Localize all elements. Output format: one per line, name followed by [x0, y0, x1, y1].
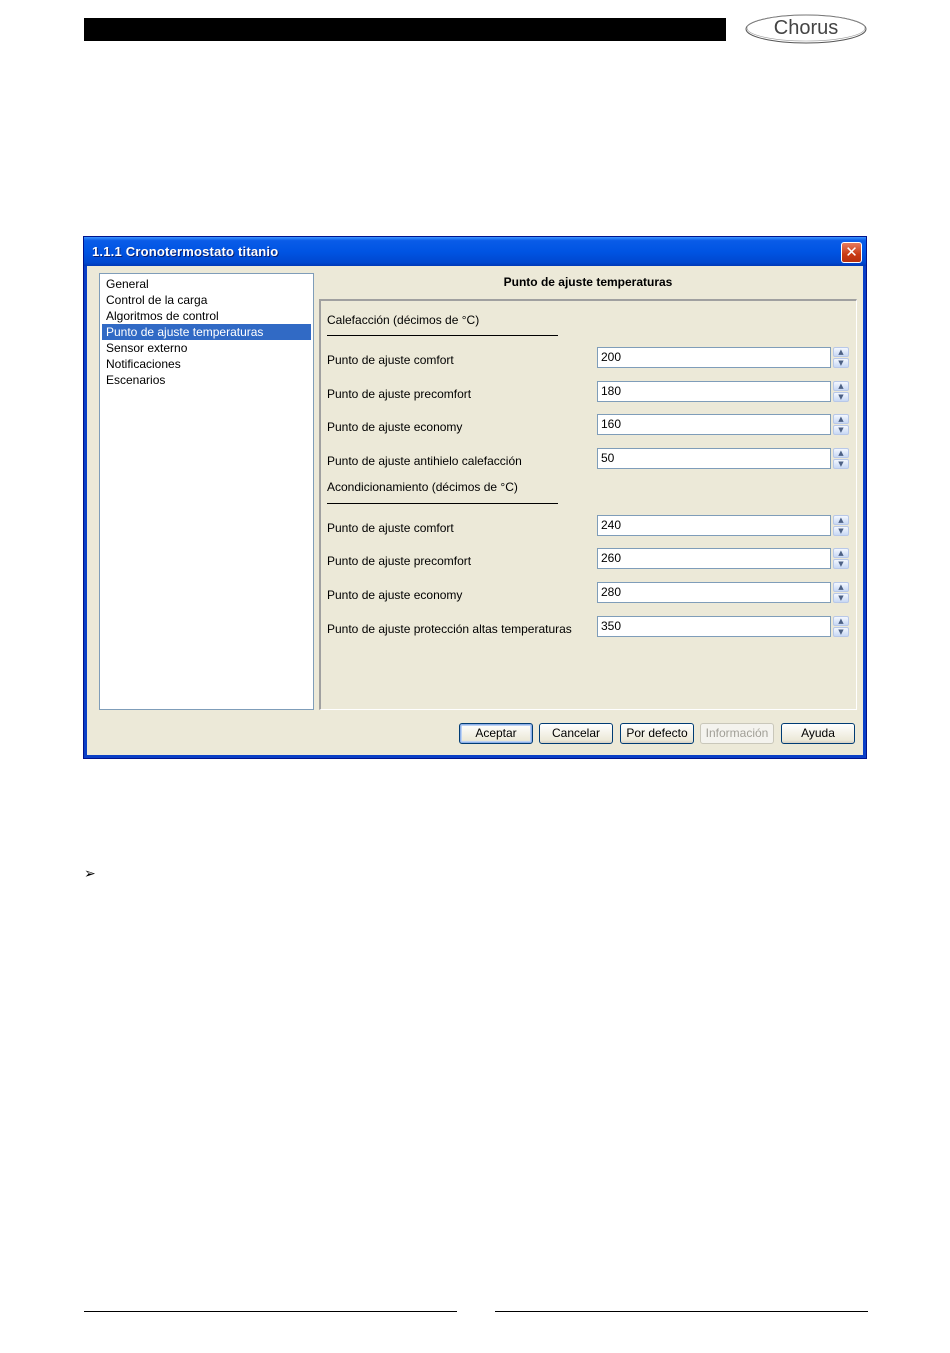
heating-antifreeze-value: 50	[601, 451, 615, 465]
logo-text: Chorus	[773, 17, 839, 39]
heating-economy-input[interactable]	[597, 414, 844, 435]
nav-item-sensor-externo[interactable]: Sensor externo	[106, 341, 188, 355]
cooling-high-temp-label: Punto de ajuste protección altas temperaturas	[327, 622, 572, 636]
heating-comfort-input[interactable]	[597, 347, 844, 368]
spin-up-icon[interactable]: ▲	[833, 347, 849, 357]
header-bar	[84, 18, 726, 41]
nav-item-notificaciones[interactable]: Notificaciones	[106, 357, 181, 371]
cooling-precomfort-label: Punto de ajuste precomfort	[327, 554, 472, 568]
spin-up-icon[interactable]: ▲	[833, 616, 849, 626]
spin-up-icon[interactable]: ▲	[833, 381, 849, 391]
cooling-economy-value: 280	[601, 585, 622, 599]
nav-item-escenarios[interactable]: Escenarios	[106, 373, 166, 387]
dialog-titlebar[interactable]	[84, 237, 866, 266]
nav-item-control-carga[interactable]: Control de la carga	[106, 293, 208, 307]
heating-precomfort-value: 180	[601, 384, 622, 398]
dialog-title: 1.1.1 Cronotermostato titanio	[92, 244, 279, 259]
cooling-high-temp-value: 350	[601, 619, 622, 633]
spin-up-icon[interactable]: ▲	[833, 414, 849, 424]
cooling-comfort-input[interactable]	[597, 515, 844, 536]
accept-button[interactable]: Aceptar	[459, 723, 533, 744]
help-button[interactable]: Ayuda	[781, 723, 855, 744]
dialog-client-area	[87, 266, 863, 755]
info-button: Información	[700, 723, 774, 744]
spin-up-icon[interactable]: ▲	[833, 448, 849, 458]
spin-down-icon[interactable]: ▼	[833, 593, 849, 603]
heating-precomfort-input[interactable]	[597, 381, 844, 402]
heating-economy-label: Punto de ajuste economy	[327, 420, 463, 434]
nav-list	[99, 273, 314, 710]
spin-down-icon[interactable]: ▼	[833, 358, 849, 368]
heating-heading: Calefacción (décimos de °C)	[327, 313, 480, 327]
spin-down-icon[interactable]: ▼	[833, 627, 849, 637]
heating-antifreeze-label: Punto de ajuste antihielo calefacción	[327, 454, 522, 468]
nav-item-algoritmos[interactable]: Algoritmos de control	[106, 309, 219, 323]
nav-item-general[interactable]: General	[106, 277, 149, 291]
cooling-precomfort-value: 260	[601, 551, 622, 565]
cooling-heading: Acondicionamiento (décimos de °C)	[327, 480, 518, 494]
spin-up-icon[interactable]: ▲	[833, 582, 849, 592]
heating-economy-value: 160	[601, 417, 622, 431]
heating-antifreeze-input[interactable]	[597, 448, 844, 469]
chorus-logo	[745, 10, 867, 46]
settings-panel	[319, 299, 857, 710]
footer-rule-right	[495, 1311, 868, 1312]
cooling-comfort-label: Punto de ajuste comfort	[327, 521, 454, 535]
heating-comfort-label: Punto de ajuste comfort	[327, 353, 454, 367]
dialog-window	[83, 236, 867, 759]
spin-down-icon[interactable]: ▼	[833, 392, 849, 402]
spin-up-icon[interactable]: ▲	[833, 548, 849, 558]
heating-divider	[327, 335, 558, 336]
cooling-comfort-value: 240	[601, 518, 622, 532]
cancel-button[interactable]: Cancelar	[539, 723, 613, 744]
cooling-economy-input[interactable]	[597, 582, 844, 603]
footer-rule-left	[84, 1311, 457, 1312]
cooling-economy-label: Punto de ajuste economy	[327, 588, 463, 602]
nav-item-punto-ajuste[interactable]: Punto de ajuste temperaturas	[102, 324, 311, 340]
spin-down-icon[interactable]: ▼	[833, 526, 849, 536]
close-icon: ✕	[845, 243, 858, 261]
spin-up-icon[interactable]: ▲	[833, 515, 849, 525]
heating-precomfort-label: Punto de ajuste precomfort	[327, 387, 472, 401]
cooling-divider	[327, 503, 558, 504]
close-button[interactable]	[841, 242, 862, 263]
heating-comfort-value: 200	[601, 350, 622, 364]
arrow-bullet-icon: ➢	[84, 866, 96, 882]
panel-title: Punto de ajuste temperaturas	[503, 275, 673, 289]
cooling-precomfort-input[interactable]	[597, 548, 844, 569]
spin-down-icon[interactable]: ▼	[833, 425, 849, 435]
default-button[interactable]: Por defecto	[620, 723, 694, 744]
spin-down-icon[interactable]: ▼	[833, 559, 849, 569]
spin-down-icon[interactable]: ▼	[833, 459, 849, 469]
cooling-high-temp-input[interactable]	[597, 616, 844, 637]
